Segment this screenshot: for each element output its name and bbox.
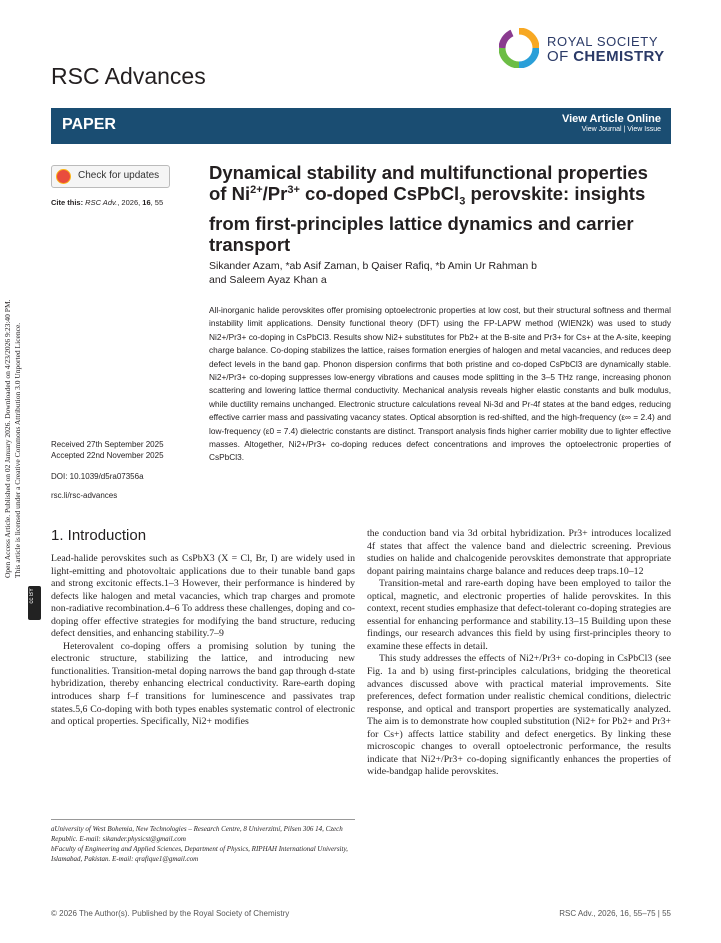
section-heading: 1. Introduction: [51, 527, 147, 544]
footnote-b: bFaculty of Engineering and Applied Sciences, Department of Physics, RIPHAH International University, Islamabad, Pakistan. E-mail: qrafique1@gmail.com: [51, 845, 348, 863]
crossmark-icon: [56, 169, 71, 184]
cc-by-badge[interactable]: cc BY: [28, 586, 41, 620]
paragraph: the conduction band via 3d orbital hybridization. Pr3+ introduces localized 4f states that affect the valence band and dielectric screening. Previous studies on halide and chalcogenide perovskites demonstrate that appropriate dopant pairing maintains charge balance and reduces deep traps.10–12: [367, 528, 671, 577]
cite-this: Cite this: RSC Adv., 2026, 16, 55: [51, 198, 164, 207]
authors-line-1: Sikander Azam, *ab Asif Zaman, b Qaiser Rafiq, *b Amin Ur Rahman b: [209, 260, 537, 272]
view-journal-issue-links[interactable]: View Journal | View Issue: [581, 126, 661, 133]
page-footer: [51, 909, 671, 918]
check-for-updates-label: Check for updates: [78, 170, 160, 181]
paragraph: Transition-metal and rare-earth doping have been employed to tailor the optical, magnetic, and electronic properties of halide perovskites. In this context, recent studies emphasize that defect-tolerant co-doping strategies are essential for enhancing performance and stability.13–15 Building upon these findings, our research advances this field by using first-principles theory to examine these effects in detail.: [367, 578, 671, 652]
paragraph: This study addresses the effects of Ni2+/Pr3+ co-doping in CsPbCl3 (see Fig. 1a and b) using first-principles calculations, bridging the theoretical advances discussed above with practical material improvements. Site preferences, defect formation under realistic chemical conditions, dielectric response, and optical and transport properties are systematically analyzed. The aim is to demonstrate how coupled substitution (Ni2+ for Pb2+ and Pr3+ for Cs+) affects lattice stability and defect energetics. By linking these microscopic changes to overall optoelectronic performance, the results indicate that Ni2+/Pr3+ co-doping significantly enhances the properties of wide-bandgap halide perovskites.: [367, 653, 671, 778]
authors-line-2: and Saleem Ayaz Khan a: [209, 274, 327, 286]
abstract: All-inorganic halide perovskites offer promising optoelectronic properties at low cost, but their structural softness and thermal instability limit applications. Density functional theory (DFT) using the FP-LAPW method (WIEN2k) was used to study Ni2+/Pr3+ co-doping in CsPbCl3. Results show Ni2+ substitutes for Pb2+ at the B-site and Pr3+ for Cs+ at the A-site, keeping charge balance. Co-doping stabilizes the lattice, raises formation energies of halogen and metal vacancies, and reduces deep defect levels in the band gap. Phonon dispersion confirms that both pristine and co-doped CsPbCl3 are dynamically stable. Ni2+/Pr3+ co-doping suppresses low-energy vibrations and causes mode splitting in the 3–5 THz range, increasing phonon scattering and lowering lattice thermal conductivity. Mechanical analysis reveals higher elastic constants and bulk modulus, while ductility remains unchanged. Electronic structure calculations reveal Ni-3d and Pr-4f states at the band edges, reducing effective carrier mass and passivating vacancy states. Optical absorption is red-shifted, and the high-frequency (ε∞ = 2.4) and low-frequency (ε0 = 7.4) dielectric constants are distinct. Transport analysis finds higher carrier mobility due to lighter effective masses. Altogether, Ni2+/Pr3+ co-doping reduces defect concentrations and improves the optoelectronic properties of CsPbCl3.: [209, 305, 671, 463]
journal-url[interactable]: rsc.li/rsc-advances: [51, 491, 118, 500]
open-access-notice: Open Access Article. Published on 02 January 2026. Downloaded on 4/23/2026 9:23:40 PM.: [3, 299, 12, 578]
right-column: [367, 528, 671, 779]
article-type: PAPER: [62, 116, 116, 133]
paragraph: Lead-halide perovskites such as CsPbX3 (X = Cl, Br, I) are widely used in light-emitting and photovoltaic applications due to their tunable band gaps and strong excitonic effects.1–3 However, their performance is hindered by defects like halogen and metal vacancies, which trap charges and promote non-radiative recombination.4–6 To address these challenges, doping and co-doping offer effective strategies for modifying the band structure, reducing defect densities, and enhancing stability.7–9: [51, 553, 355, 640]
footnote-divider: [51, 819, 355, 820]
doi[interactable]: DOI: 10.1039/d5ra07356a: [51, 472, 144, 481]
journal-name: RSC Advances: [51, 63, 206, 89]
author-list: [209, 259, 669, 287]
accepted-date: Accepted 22nd November 2025: [51, 451, 164, 460]
rsc-ring-icon: [499, 28, 539, 68]
footnote-a: aUniversity of West Bohemia, New Technologies – Research Centre, 8 Univerzitní, Pilsen 306 14, Czech Republic. E-mail: sikander.physicst@gmail.com: [51, 825, 343, 843]
check-for-updates-button[interactable]: [51, 165, 170, 188]
left-column: [51, 553, 355, 729]
paragraph: Heterovalent co-doping offers a promising solution by tuning the electronic structure, stabilizing the lattice, and introducing new functionalities. Transition-metal doping narrows the band gap through d-state hybridization, thereby enhancing electrical conductivity. Rare-earth doping introduces sharp f–f transitions for luminescence and passivates trap states.5,6 Co-doping with both types enables systematic control of electronic and optical properties. Specifically, Ni2+ modifies: [51, 640, 355, 728]
publisher-line-1: ROYAL SOCIETY: [547, 34, 659, 49]
license-notice[interactable]: This article is licensed under a Creative Commons Attribution 3.0 Unported Licence.: [13, 322, 22, 578]
affiliations: [51, 824, 355, 864]
received-date: Received 27th September 2025: [51, 440, 164, 449]
copyright: © 2026 The Author(s). Published by the Royal Society of Chemistry: [51, 909, 290, 918]
view-online: [562, 113, 661, 133]
article-type-banner: [51, 108, 671, 144]
view-article-online-link[interactable]: View Article Online: [561, 113, 661, 125]
page-citation: RSC Adv., 2026, 16, 55–75 | 55: [559, 909, 671, 918]
article-title: Dynamical stability and multifunctional properties of $Ni^{2+}/Pr^{3+}$ co-doped CsPbCl$_3$ perovskite: insights from first-principles lattice dynamics and carrier transport: [209, 162, 648, 255]
rsc-logo: [499, 28, 679, 74]
publisher-line-2: OF CHEMISTRY: [547, 48, 665, 65]
